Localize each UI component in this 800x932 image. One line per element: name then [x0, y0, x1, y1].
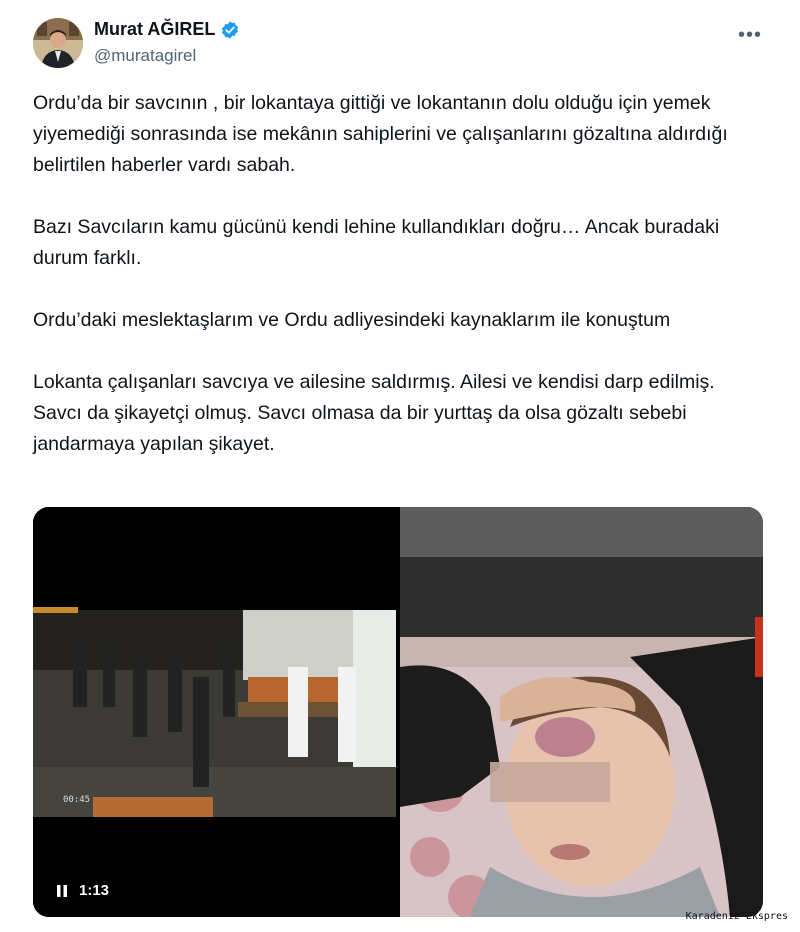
author-handle[interactable]: @muratagirel	[94, 46, 197, 65]
avatar[interactable]	[33, 18, 83, 68]
verified-badge-icon	[220, 20, 240, 40]
tweet-paragraph-4: Lokanta çalışanları savcıya ve ailesine saldırmış. Ailesi ve kendisi darp edilmiş. Savcı da şikayetçi olmuş. Savcı olmasa da bir yurttaş da olsa gözaltı sebebi jandarmaya yapılan şikayet.	[33, 371, 715, 455]
video-player[interactable]	[33, 507, 396, 917]
tweet-paragraph-3: Ordu’daki meslektaşlarım ve Ordu adliyesindeki kaynaklarım ile konuştum	[33, 309, 671, 331]
tweet-text	[33, 88, 768, 491]
avatar-image	[33, 18, 83, 68]
photo-image	[400, 507, 763, 917]
pause-icon[interactable]	[55, 884, 69, 898]
media-gallery	[33, 507, 763, 917]
video-controls[interactable]	[55, 882, 109, 899]
author-name-row[interactable]	[94, 19, 240, 40]
video-frame	[33, 507, 396, 917]
video-timestamp: 00:45	[63, 795, 91, 805]
tweet-paragraph-2: Bazı Savcıların kamu gücünü kendi lehine kullandıkları doğru… Ancak buradaki durum farklı.	[33, 216, 720, 269]
tweet-card	[10, 0, 786, 932]
tweet-paragraph-1: Ordu’da bir savcının , bir lokantaya gittiği ve lokantanın dolu olduğu için yemek yiyemediği sonrasında ise mekânın sahiplerini ve çalışanlarını gözaltına aldırdığı belirtilen haberler vardı sabah.	[33, 92, 728, 176]
photo-injured-child[interactable]	[400, 507, 763, 917]
watermark: Karadeniz Ekspres	[685, 911, 788, 922]
author-name[interactable]: Murat AĞIREL	[94, 19, 216, 39]
video-duration: 1:13	[79, 882, 110, 899]
more-icon[interactable]: •••	[737, 24, 762, 46]
